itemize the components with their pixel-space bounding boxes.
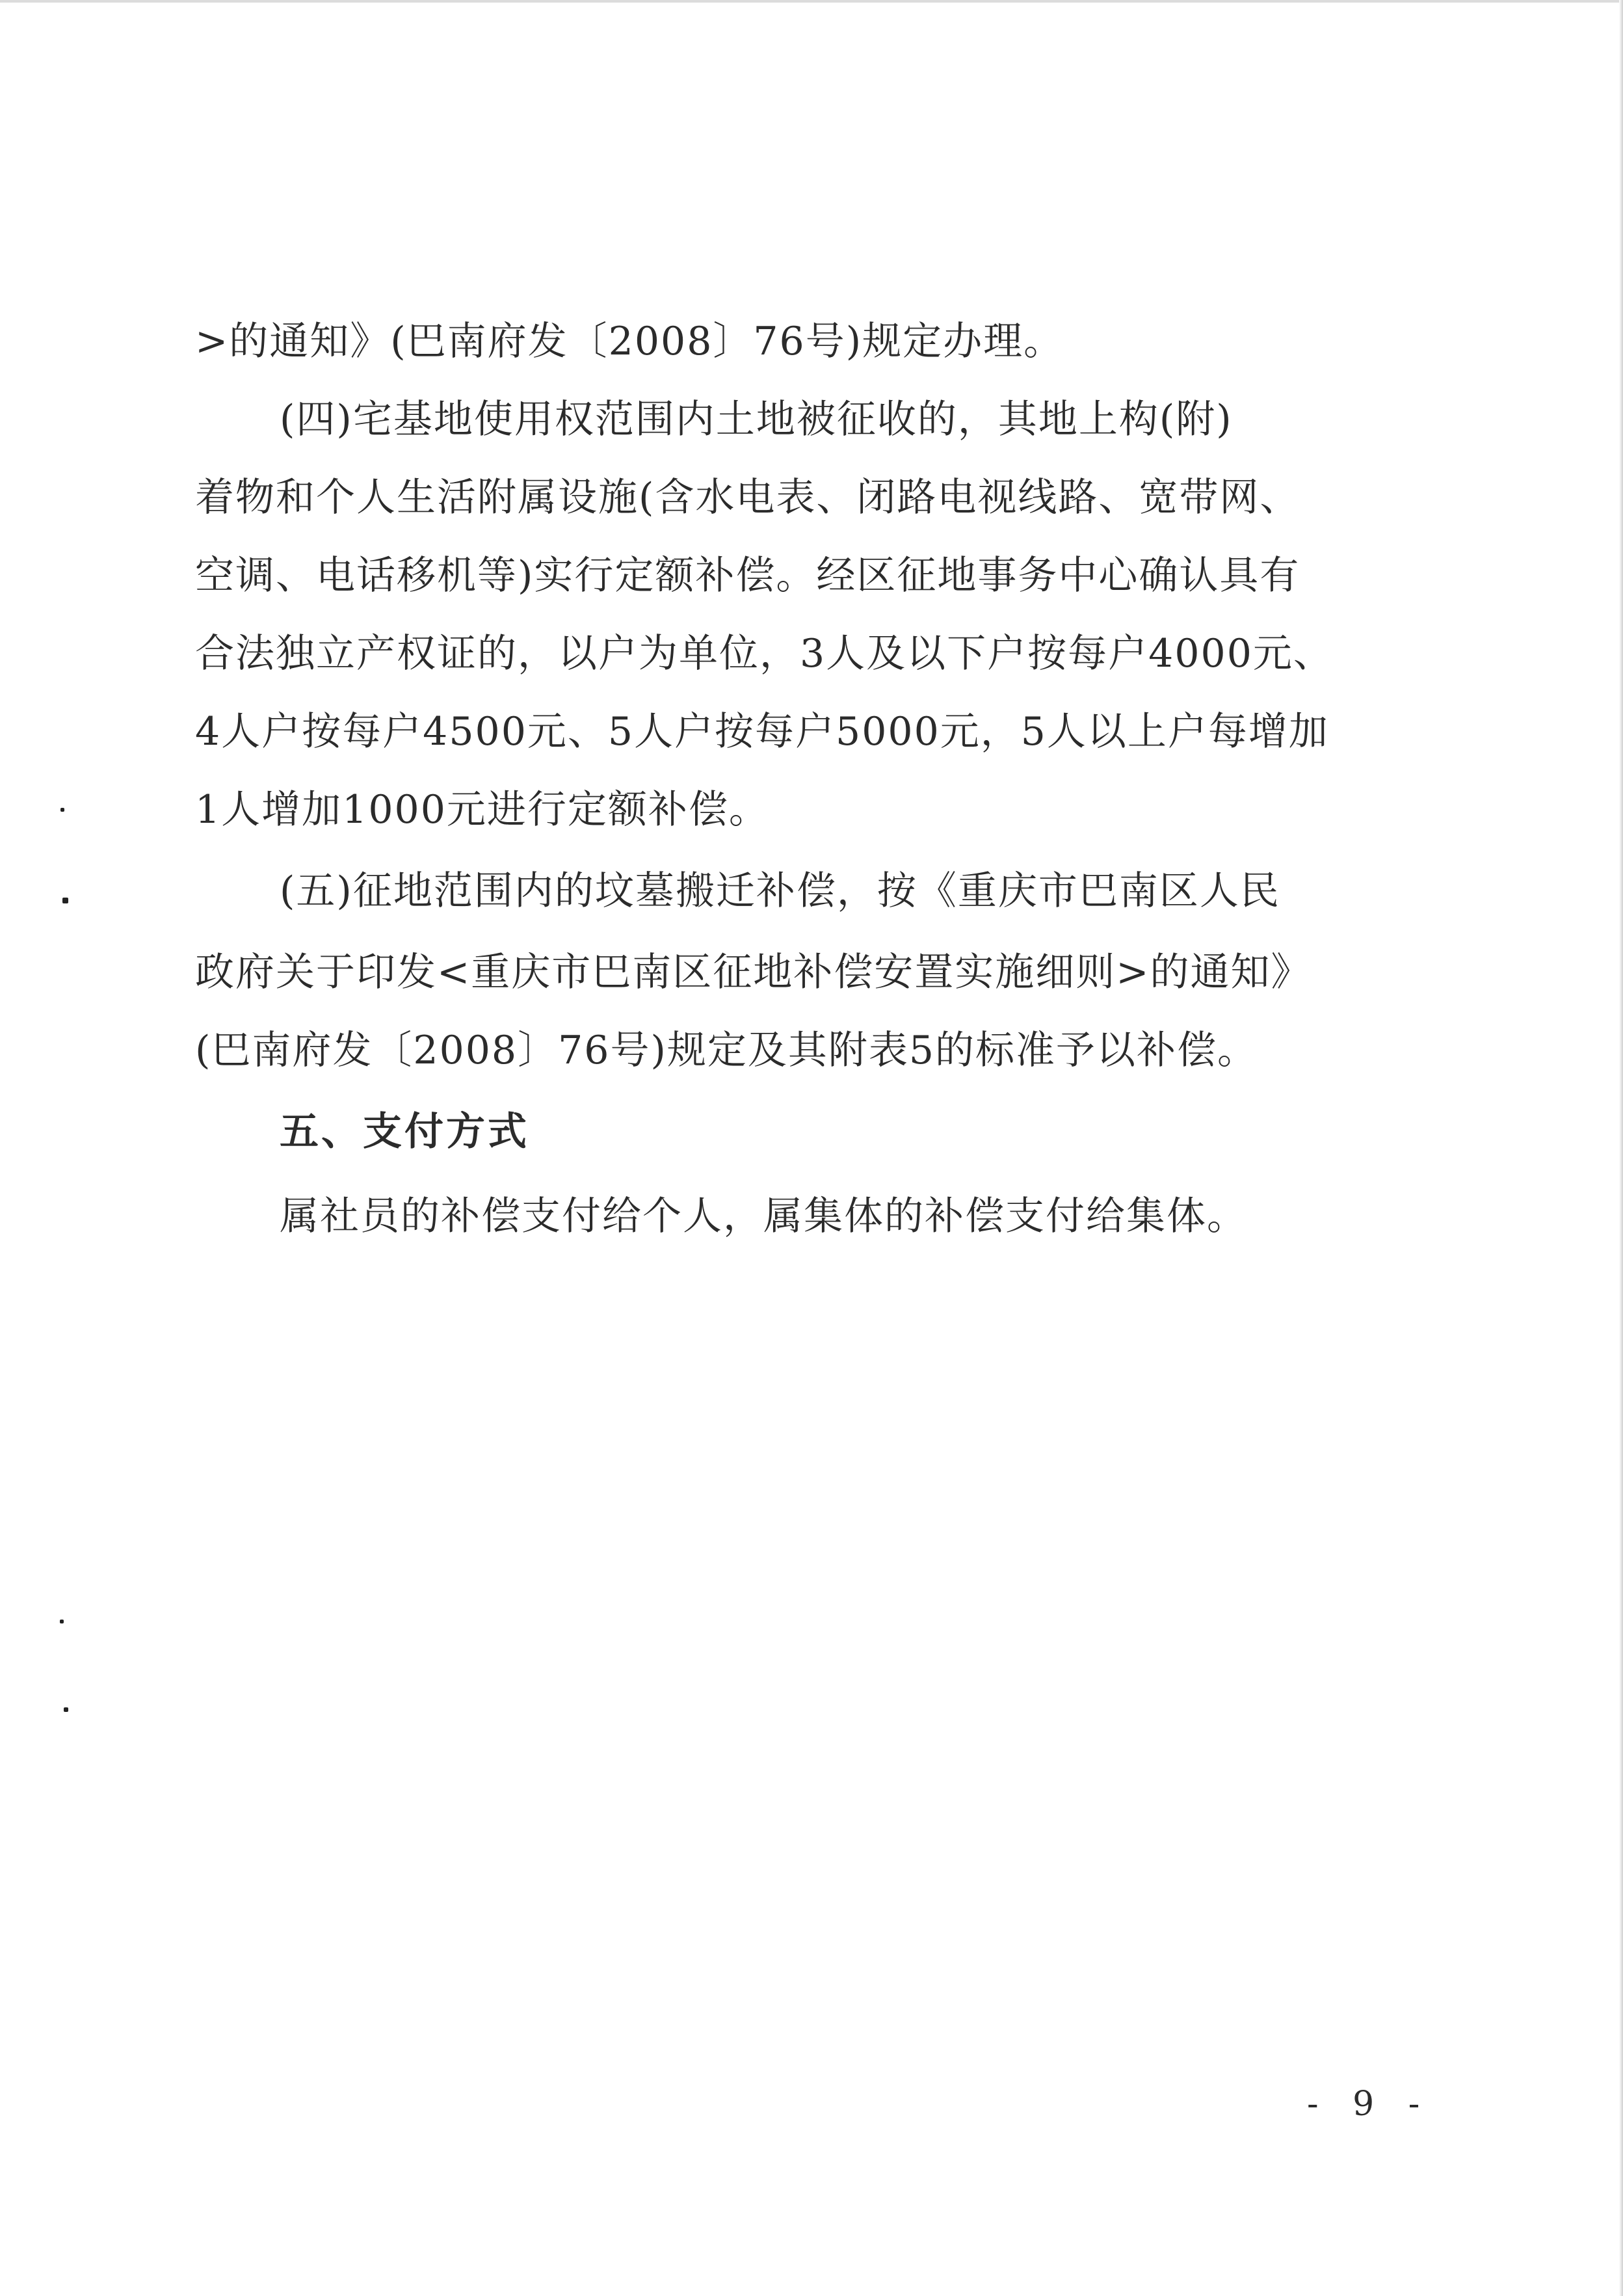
text-line-1: >的通知》(巴南府发〔2008〕76号)规定办理。 — [195, 319, 1064, 364]
text-line-10: (巴南府发〔2008〕76号)规定及其附表5的标准予以补偿。 — [195, 1028, 1258, 1073]
scan-speck — [60, 1620, 64, 1623]
scan-speck — [60, 808, 64, 812]
scan-speck — [64, 1707, 68, 1712]
text-line-7: 1人增加1000元进行定额补偿。 — [195, 787, 769, 833]
text-line-6: 4人户按每户4500元、5人户按每户5000元，5人以上户每增加 — [195, 709, 1329, 754]
text-line-9: 政府关于印发<重庆市巴南区征地补偿安置实施细则>的通知》 — [195, 950, 1312, 995]
text-line-3: 着物和个人生活附属设施(含水电表、闭路电视线路、宽带网、 — [195, 475, 1300, 520]
scan-speck — [62, 898, 68, 903]
scan-edge-top — [0, 0, 1623, 3]
text-line-2: (四)宅基地使用权范围内土地被征收的，其地上构(附) — [280, 397, 1233, 442]
text-line-4: 空调、电话移机等)实行定额补偿。经区征地事务中心确认具有 — [195, 553, 1300, 598]
scan-edge-right — [1619, 0, 1623, 2296]
text-line-8: (五)征地范围内的坟墓搬迁补偿，按《重庆市巴南区人民 — [280, 868, 1280, 914]
section-heading: 五、支付方式 — [280, 1109, 529, 1155]
payment-text: 属社员的补偿支付给个人，属集体的补偿支付给集体。 — [280, 1194, 1247, 1239]
text-line-5: 合法独立产权证的，以户为单位，3人及以下户按每户4000元、 — [195, 631, 1334, 676]
page-number: - 9 - — [1307, 2085, 1432, 2124]
